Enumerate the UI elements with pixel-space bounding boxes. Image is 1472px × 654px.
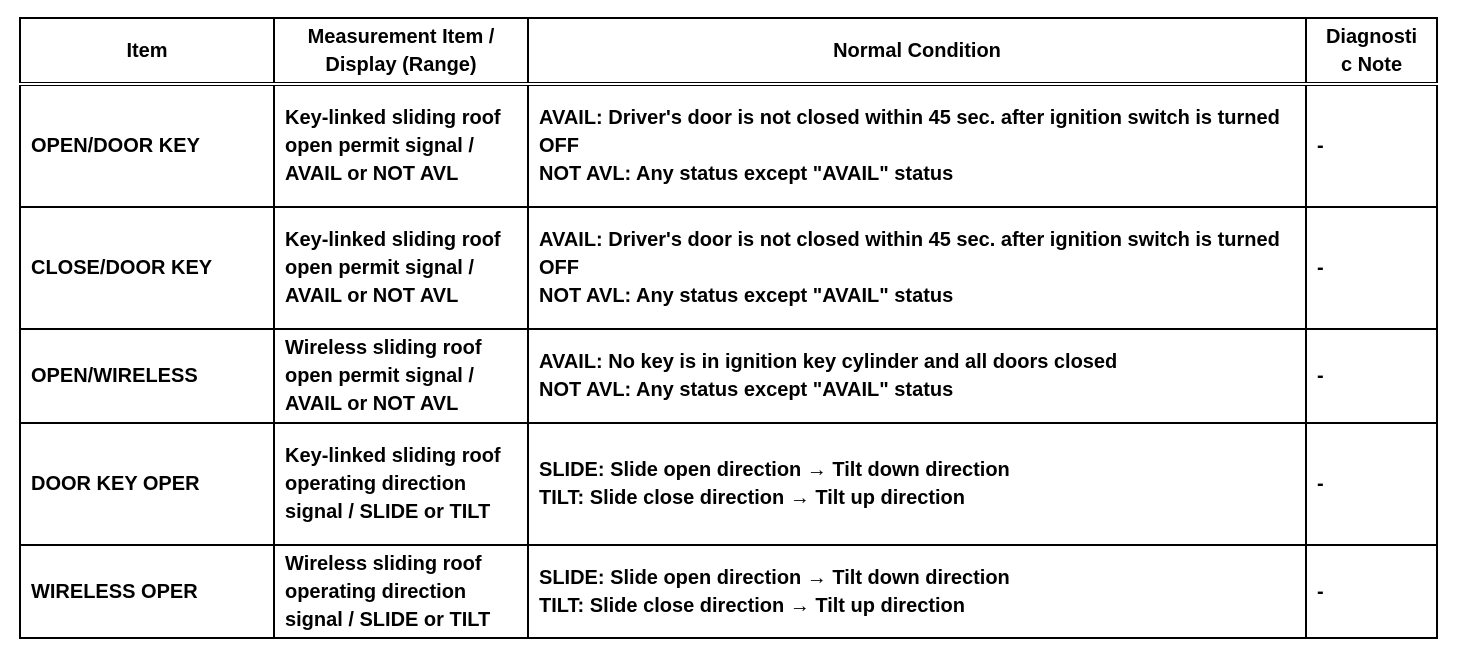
cell-measurement: Wireless sliding roof open permit signal / AVAIL or NOT AVL [274, 329, 528, 423]
cell-item: WIRELESS OPER [20, 545, 274, 638]
condition-line: SLIDE: Slide open direction → Tilt down direction [539, 459, 1010, 481]
table-row [20, 207, 1437, 329]
cell-measurement: Key-linked sliding roof open permit signal / AVAIL or NOT AVL [274, 207, 528, 329]
cell-note: - [1306, 423, 1437, 545]
header-normal-condition: Normal Condition [528, 18, 1306, 84]
cell-item: DOOR KEY OPER [20, 423, 274, 545]
cell-note: - [1306, 207, 1437, 329]
table-row [20, 423, 1437, 545]
cell-condition [528, 84, 1306, 207]
header-item: Item [20, 18, 274, 84]
table-header [20, 18, 1437, 84]
cell-measurement: Wireless sliding roof operating direction signal / SLIDE or TILT [274, 545, 528, 638]
header-note-line1: Diagnosti [1325, 25, 1418, 48]
condition-line: TILT: Slide close direction → Tilt up direction [539, 594, 965, 617]
header-measurement [274, 18, 528, 84]
condition-line: AVAIL: No key is in ignition key cylinder and all doors closed [539, 351, 1118, 373]
condition-line: NOT AVL: Any status except "AVAIL" status [539, 379, 954, 401]
cell-note: - [1306, 545, 1437, 638]
header-diagnostic-note [1306, 18, 1437, 84]
table-row [20, 84, 1437, 207]
condition-line: TILT: Slide close direction → Tilt up direction [539, 487, 965, 509]
cell-item: OPEN/DOOR KEY [20, 84, 274, 207]
cell-measurement: Key-linked sliding roof open permit signal / AVAIL or NOT AVL [274, 84, 528, 207]
cell-item: CLOSE/DOOR KEY [20, 207, 274, 329]
header-measurement-line2: Display (Range) [325, 53, 477, 76]
table-body [20, 84, 1437, 638]
condition-line: AVAIL: Driver's door is not closed within 45 sec. after ignition switch is turned OFF [539, 229, 1280, 279]
header-row [20, 18, 1437, 84]
header-measurement-line1: Measurement Item / [307, 25, 495, 48]
cell-note: - [1306, 84, 1437, 207]
cell-condition [528, 207, 1306, 329]
condition-line: NOT AVL: Any status except "AVAIL" status [539, 285, 954, 307]
cell-condition [528, 423, 1306, 545]
condition-line: AVAIL: Driver's door is not closed within 45 sec. after ignition switch is turned OFF [539, 107, 1280, 157]
cell-item: OPEN/WIRELESS [20, 329, 274, 423]
table-row [20, 329, 1437, 423]
cell-condition [528, 329, 1306, 423]
cell-condition [528, 545, 1306, 638]
cell-measurement: Key-linked sliding roof operating direction signal / SLIDE or TILT [274, 423, 528, 545]
cell-note: - [1306, 329, 1437, 423]
diagnostic-data-table [19, 17, 1438, 639]
condition-line: SLIDE: Slide open direction → Tilt down direction [539, 566, 1010, 589]
condition-line: NOT AVL: Any status except "AVAIL" status [539, 163, 954, 185]
table-row [20, 545, 1437, 638]
header-note-line2: c Note [1340, 53, 1403, 76]
